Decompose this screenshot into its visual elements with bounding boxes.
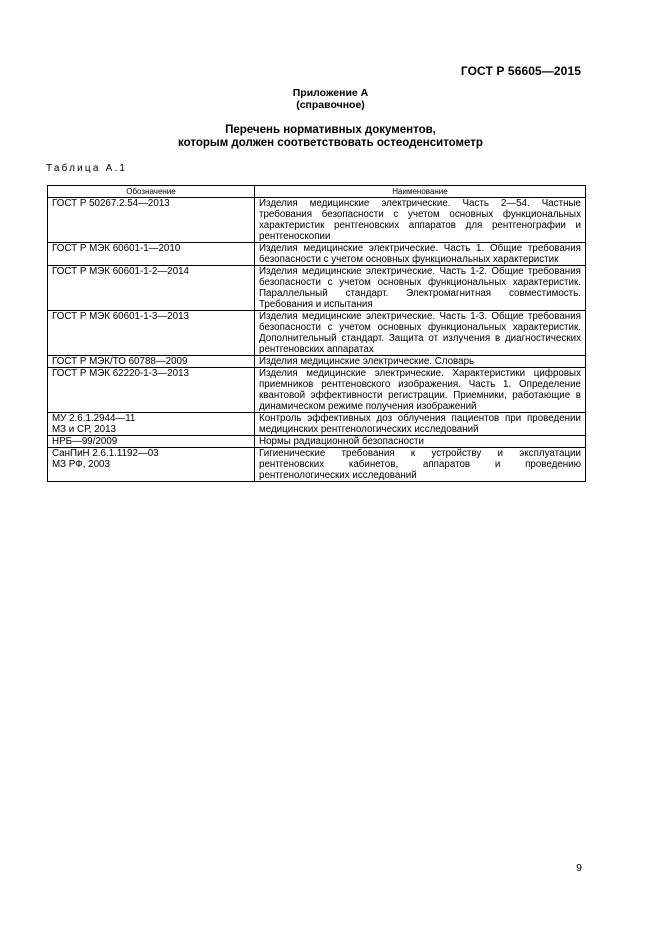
document-list-title (0, 124, 661, 150)
designation-line: ГОСТ Р МЭК/ТО 60788—2009 (52, 356, 188, 367)
cell-designation (48, 448, 255, 482)
cell-name: Изделия медицинские электрические. Словарь (255, 356, 586, 368)
designation-line: МЗ РФ, 2003 (52, 459, 110, 470)
table-row (48, 413, 586, 436)
annex-note: (справочное) (296, 99, 365, 111)
cell-name: Изделия медицинские электрические. Часть 2—54. Частные требования безопасности с учетом основных функциональных характеристик рентгеновских аппаратов для рентгенографии и рентгеноскопии (255, 198, 586, 243)
cell-name: Нормы радиационной безопасности (255, 436, 586, 448)
designation-line: НРБ—99/2009 (52, 436, 118, 447)
cell-name: Изделия медицинские электрические. Часть 1. Общие требования безопасности с учетом основных функциональных характеристик (255, 243, 586, 266)
cell-name: Гигиенические требования к устройству и эксплуатации рентгеновских кабинетов, аппаратов и проведению рентгенологических исследований (255, 448, 586, 482)
cell-name: Контроль эффективных доз облучения пациентов при проведении медицинских рентгенологических исследований (255, 413, 586, 436)
table-caption: Таблица А.1 (46, 163, 128, 174)
cell-designation (48, 356, 255, 368)
table-row (48, 243, 586, 266)
table-row (48, 198, 586, 243)
column-header-name: Наименование (255, 186, 586, 198)
table-header-row (48, 186, 586, 198)
table-row (48, 356, 586, 368)
cell-name: Изделия медицинские электрические. Характеристики цифровых приемников рентгеновского изображения. Часть 1. Определение квантовой эффективности регистрации. Приемники, работающие в динамическом режиме получения изображений (255, 368, 586, 413)
page-number: 9 (576, 862, 582, 874)
table-row (48, 436, 586, 448)
table-row (48, 448, 586, 482)
list-title-line-2: которым должен соответствовать остеоденситометр (178, 137, 483, 149)
designation-line: МЗ и СР, 2013 (52, 424, 116, 435)
standard-designation: ГОСТ Р 56605—2015 (460, 64, 581, 78)
table-body (48, 198, 586, 482)
designation-line: ГОСТ Р 50267.2.54—2013 (52, 198, 170, 209)
cell-designation (48, 266, 255, 311)
table-row (48, 311, 586, 356)
designation-line: ГОСТ Р МЭК 60601-1-3—2013 (52, 311, 189, 322)
designation-line: ГОСТ Р МЭК 60601-1—2010 (52, 243, 181, 254)
cell-designation (48, 198, 255, 243)
designation-line: ГОСТ Р МЭК 62220-1-3—2013 (52, 368, 189, 379)
normative-documents-table (47, 185, 586, 482)
annex-title: Приложение А (292, 87, 369, 99)
cell-name: Изделия медицинские электрические. Часть 1-2. Общие требования безопасности с учетом основных функциональных характеристик. Параллельный стандарт. Электромагнитная совместимость. Требования и испытания (255, 266, 586, 311)
designation-line: МУ 2.6.1.2944—11 (52, 413, 136, 424)
cell-name: Изделия медицинские электрические. Часть 1-3. Общие требования безопасности с учетом основных функциональных характеристик. Дополнительный стандарт. Защита от излучения в диагностических рентгеновских аппаратах (255, 311, 586, 356)
table-row (48, 368, 586, 413)
designation-line: СанПиН 2.6.1.1192—03 (52, 448, 159, 459)
cell-designation (48, 368, 255, 413)
cell-designation (48, 436, 255, 448)
cell-designation (48, 243, 255, 266)
annex-heading (0, 87, 661, 111)
table-row (48, 266, 586, 311)
list-title-line-1: Перечень нормативных документов, (225, 124, 436, 136)
designation-line: ГОСТ Р МЭК 60601-1-2—2014 (52, 266, 189, 277)
column-header-designation: Обозначение (48, 186, 255, 198)
cell-designation (48, 413, 255, 436)
cell-designation (48, 311, 255, 356)
